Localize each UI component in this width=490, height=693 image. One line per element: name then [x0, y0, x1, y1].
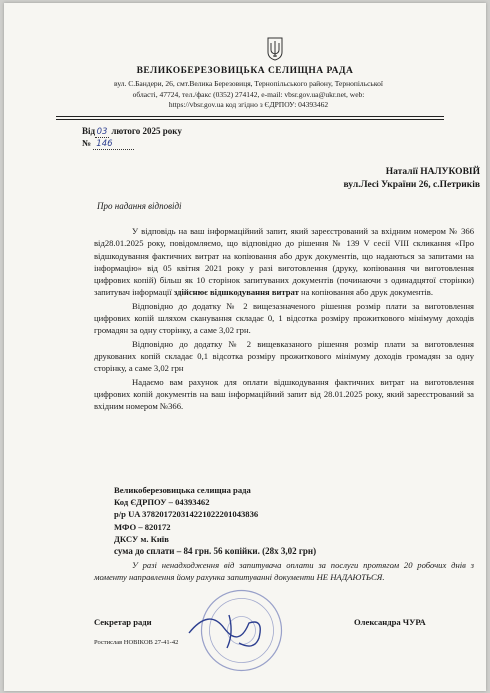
address-line: вул. С.Бандери, 26, смт.Велика Березовиця, Тернопільського району, Тернопільської: [114, 79, 383, 88]
payee-mfo: МФО – 820172: [114, 521, 171, 532]
signer-position: Секретар ради: [94, 617, 152, 627]
letter-subject: Про надання відповіді: [97, 201, 182, 211]
payee-name: Великоберезовицька селищна рада: [114, 485, 251, 495]
signer-name: Олександра ЧУРА: [354, 617, 426, 627]
recipient-block: [304, 166, 480, 192]
letter-page: [4, 3, 486, 691]
coat-of-arms-icon: [267, 37, 283, 61]
outgoing-number: [82, 138, 134, 150]
handwritten-signature: [169, 603, 299, 653]
number-prefix: №: [82, 138, 92, 148]
paragraph-emphasis: здійснює відшкодування витрат: [173, 287, 299, 298]
payment-details: [114, 484, 316, 557]
letterhead-address: [56, 79, 441, 111]
org-title: ВЕЛИКОБЕРЕЗОВИЦЬКА СЕЛИЩНА РАДА: [136, 66, 354, 76]
paragraph: Відповідно до додатку № 2 вищезазначеного рішення розмір плати за виготовлення цифрових копій шляхом сканування складає 0, 1 відсотка розміру прожиткового мінімуму доходів громадян за одну сторінку, а саме 3,02 грн.: [94, 300, 474, 336]
payee-code: Код ЄДРПОУ – 04393462: [114, 497, 210, 508]
date-month-year: лютого 2025 року: [111, 126, 182, 136]
header-divider: [56, 119, 444, 120]
date-day-handwritten: 03: [96, 127, 108, 137]
letter-body: [94, 225, 474, 413]
paragraph: [94, 225, 474, 299]
address-line: https://vbsr.gov.ua код згідно з ЄДРПОУ: 04393462: [168, 100, 329, 110]
number-handwritten: 146: [93, 139, 134, 150]
payment-amount: сума до сплати – 84 грн. 56 копійки. (28х 3,02 грн): [114, 546, 317, 557]
recipient-name: Наталії НАЛУКОВІЙ: [385, 167, 480, 177]
paragraph: Надаємо вам рахунок для оплати відшкодування фактичних витрат на виготовлення цифрових копій документів на ваш інформаційний запит від 28.01.2025 року, який зареєстрований за вхідним номером №366.: [94, 376, 474, 412]
address-line: області, 47724, тел./факс (0352) 274142, e-mail: vbsr.gov.ua@ukr.net, web:: [132, 89, 365, 99]
payee-bank: ДКСУ м. Київ: [114, 533, 169, 544]
paragraph-text: У відповідь на ваш інформаційний запит, який зареєстрований за вхідним номером № 366 від28.01.2025 року, повідомляємо, що відповідно до рішення № 139 V сесії VIII скликання «Про відшкодування фактичних витрат на копіювання або друк документів, що надаються за запитами на інформацію» від 05 квітня 2021 року у разі виготовлення (друку, копіювання чи виготовлення цифрових копій) більш як 10 сторінок запитуваних документів (починаючи з одинадцятої сторінки) запитувач інформації: [94, 226, 474, 298]
paragraph: Відповідно до додатку № 2 вищевказаного рішення розмір плати за виготовлення друкованих копій складає 0,1 відсотка розміру прожиткового мінімуму доходів громадян за одну сторінку, а саме 3,02 грн: [94, 338, 474, 374]
date-prefix: Від: [82, 126, 96, 136]
recipient-address: вул.Лесі України 26, с.Петриків: [343, 180, 480, 190]
payee-account: р/р UA 378201720314221022201043836: [114, 509, 259, 520]
payment-note: У разі ненадходження від запитувача оплати за послуги протягом 20 робочих днів з моменту направлення йому рахунка запитуванні документи НЕ НАДАЮТЬСЯ.: [94, 560, 474, 582]
header-divider: [56, 116, 444, 117]
paragraph-text: на копіювання або друк документів.: [298, 287, 433, 298]
outgoing-date: [82, 126, 182, 138]
executor-info: Ростислав НОВІКОВ 27-41-42: [94, 639, 179, 646]
